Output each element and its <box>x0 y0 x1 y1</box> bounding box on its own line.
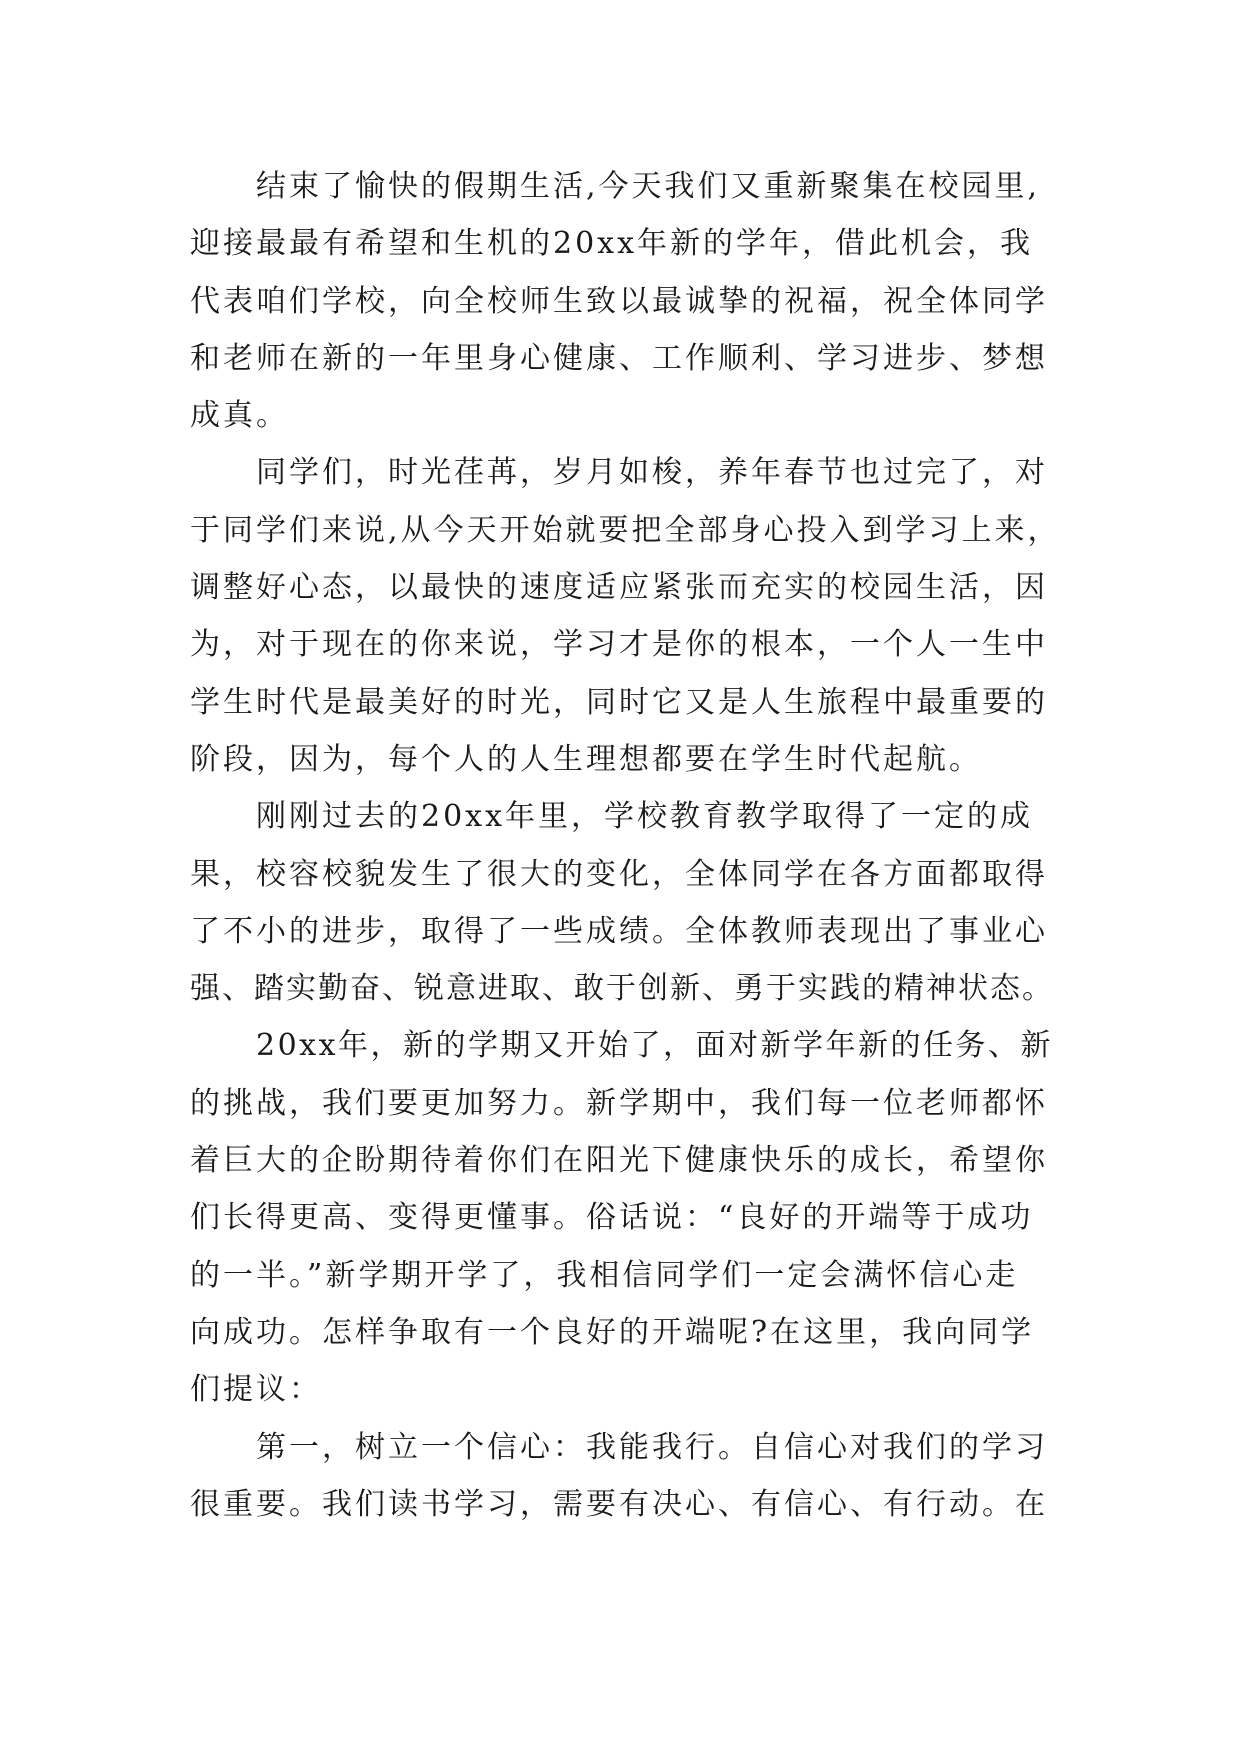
text-line: 很重要。我们读书学习，需要有决心、有信心、有行动。在 <box>190 1486 1048 1522</box>
text-line: 刚刚过去的20xx年里，学校教育教学取得了一定的成 <box>256 799 1034 835</box>
text-line: 同学们，时光荏苒，岁月如梭，养年春节也过完了，对 <box>256 455 1048 491</box>
text-line: 的一半。”新学期开学了，我相信同学们一定会满怀信心走 <box>190 1257 1019 1293</box>
text-line: 们长得更高、变得更懂事。俗话说：“良好的开端等于成功 <box>190 1200 1034 1236</box>
text-line: 们提议： <box>190 1372 322 1408</box>
text-line: 迎接最最有希望和生机的20xx年新的学年，借此机会，我 <box>190 226 1034 262</box>
text-line: 结束了愉快的假期生活,今天我们又重新聚集在校园里, <box>256 169 1041 204</box>
text-line: 果，校容校貌发生了很大的变化，全体同学在各方面都取得 <box>190 856 1048 892</box>
text-line: 成真。 <box>190 398 289 434</box>
text-line: 阶段，因为，每个人的人生理想都要在学生时代起航。 <box>190 741 982 777</box>
text-line: 第一，树立一个信心：我能我行。自信心对我们的学习 <box>256 1429 1048 1465</box>
text-line: 为，对于现在的你来说，学习才是你的根本，一个人一生中 <box>190 627 1048 663</box>
text-line: 学生时代是最美好的时光，同时它又是人生旅程中最重要的 <box>190 684 1048 720</box>
text-line: 的挑战，我们要更加努力。新学期中，我们每一位老师都怀 <box>190 1085 1048 1121</box>
text-line: 了不小的进步，取得了一些成绩。全体教师表现出了事业心 <box>190 913 1048 949</box>
text-line: 于同学们来说,从今天开始就要把全部身心投入到学习上来， <box>190 512 1061 548</box>
text-line: 代表咱们学校，向全校师生致以最诚挚的祝福，祝全体同学 <box>190 283 1048 319</box>
document-body <box>190 158 1060 1533</box>
text-line: 向成功。怎样争取有一个良好的开端呢?在这里，我向同学 <box>190 1314 1035 1350</box>
text-line: 20xx年，新的学期又开始了，面对新学年新的任务、新 <box>256 1028 1054 1064</box>
text-line: 调整好心态，以最快的速度适应紧张而充实的校园生活，因 <box>190 570 1048 606</box>
text-line: 和老师在新的一年里身心健康、工作顺利、学习进步、梦想 <box>190 340 1048 376</box>
text-line: 强、踏实勤奋、锐意进取、敢于创新、勇于实践的精神状态。 <box>190 971 1054 1007</box>
text-line: 着巨大的企盼期待着你们在阳光下健康快乐的成长，希望你 <box>190 1143 1048 1179</box>
